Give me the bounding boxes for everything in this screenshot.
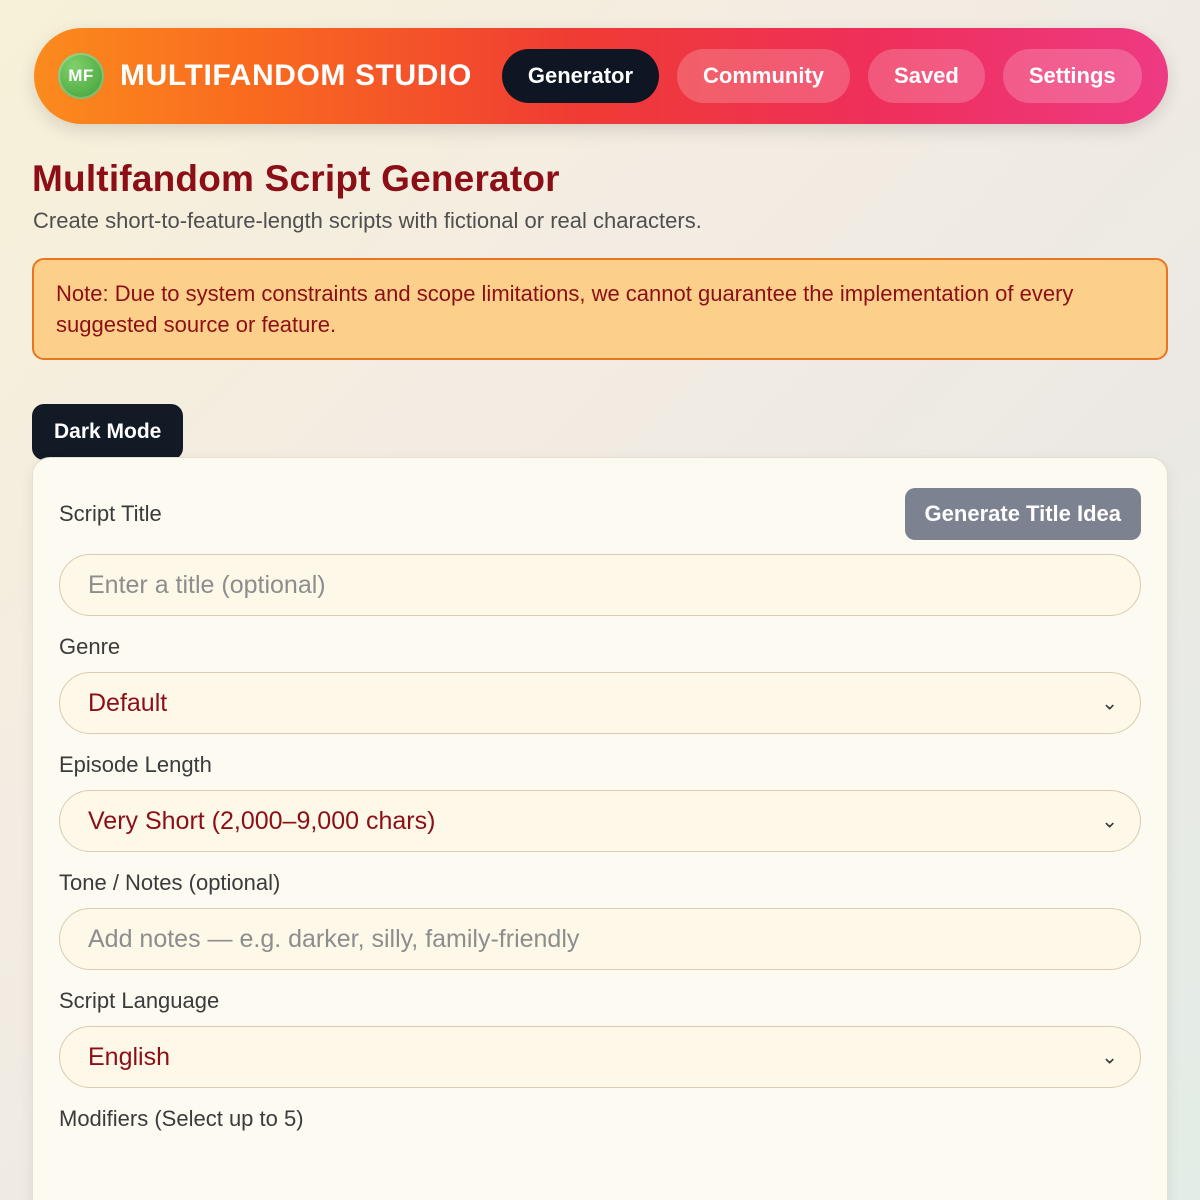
modifiers-label: Modifiers (Select up to 5) [59, 1106, 304, 1131]
episode-length-label: Episode Length [59, 752, 212, 777]
top-navigation-bar [34, 28, 1168, 124]
page-title: Multifandom Script Generator [32, 158, 560, 199]
logo-icon: MF [58, 53, 104, 99]
genre-select[interactable] [59, 672, 1141, 734]
episode-length-select[interactable] [59, 790, 1141, 852]
tab-generator[interactable]: Generator [502, 49, 659, 103]
chevron-down-icon: ⌄ [1101, 1046, 1118, 1069]
script-language-select[interactable] [59, 1026, 1141, 1088]
script-title-input[interactable]: Enter a title (optional) [59, 554, 1141, 616]
tab-community[interactable]: Community [677, 49, 850, 103]
nav-tabs [502, 49, 1142, 103]
genre-label: Genre [59, 634, 121, 659]
tone-notes-label: Tone / Notes (optional) [59, 870, 281, 895]
page-subtitle: Create short-to-feature-length scripts with fictional or real characters. [33, 208, 702, 233]
script-title-label: Script Title [59, 501, 162, 526]
tab-saved[interactable]: Saved [868, 49, 985, 103]
tone-notes-input[interactable]: Add notes — e.g. darker, silly, family-friendly [59, 908, 1141, 970]
episode-length-value: Very Short (2,000–9,000 chars) [88, 806, 436, 835]
chevron-down-icon: ⌄ [1101, 810, 1118, 833]
generator-form-card [32, 457, 1168, 1200]
system-note-banner: Note: Due to system constraints and scope limitations, we cannot guarantee the implementation of every suggested source or feature. [32, 258, 1168, 360]
generate-title-idea-button[interactable]: Generate Title Idea [905, 488, 1141, 540]
dark-mode-toggle[interactable]: Dark Mode [32, 404, 183, 460]
brand-title: MULTIFANDOM STUDIO [120, 59, 472, 92]
script-language-label: Script Language [59, 988, 220, 1013]
script-title-row [59, 488, 1141, 540]
brand [58, 53, 472, 99]
tab-settings[interactable]: Settings [1003, 49, 1142, 103]
chevron-down-icon: ⌄ [1101, 692, 1118, 715]
script-language-value: English [88, 1042, 170, 1071]
genre-value: Default [88, 688, 168, 717]
